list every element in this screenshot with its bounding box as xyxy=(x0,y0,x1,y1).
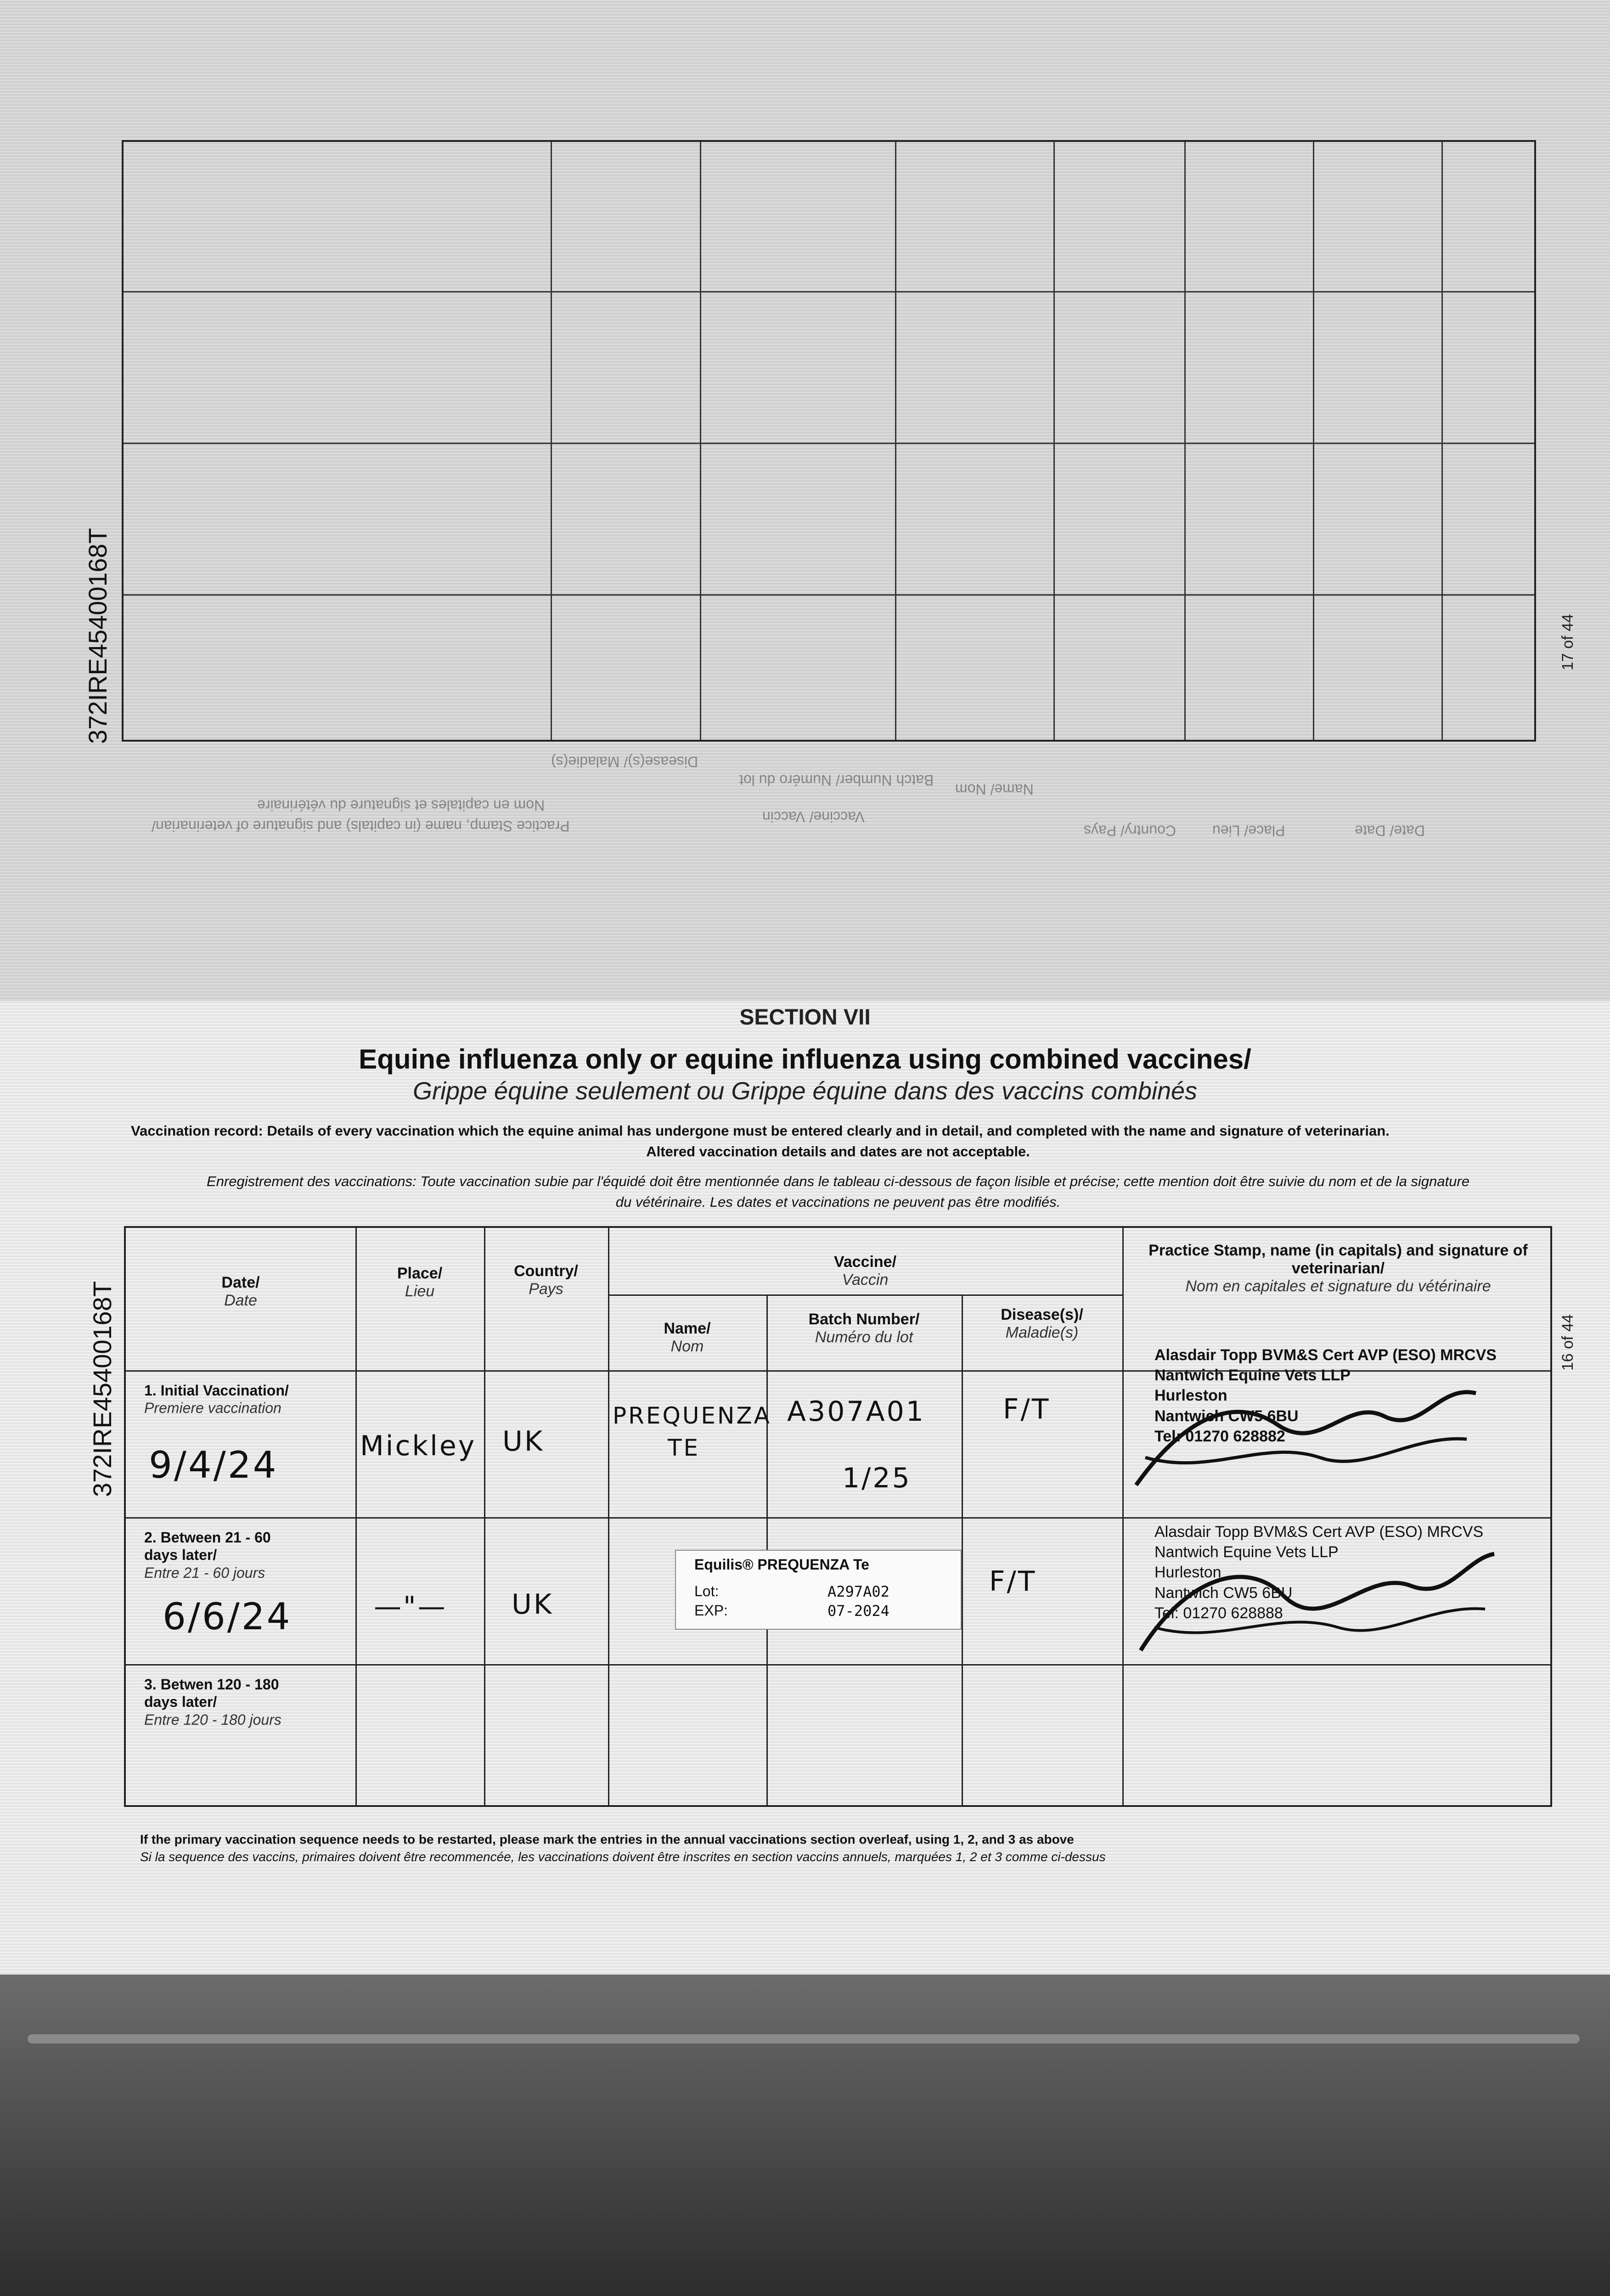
row2-practice-stamp: Alasdair Topp BVM&S Cert AVP (ESO) MRCVS Nantwich Equine Vets LLP Hurleston Nantwich CW5 6BU Tel: 01270 628888 xyxy=(1154,1523,1484,1622)
mirrored-practice-header: Practice Stamp, name (in capitals) and signature of veterinarian/ xyxy=(152,818,570,834)
row1-country: UK xyxy=(502,1425,545,1458)
row1-place: Mickley xyxy=(360,1430,477,1462)
vaccine-batch-sticker xyxy=(675,1550,962,1630)
background-shadow xyxy=(0,1975,1610,2296)
mirrored-name-header: Name/ Nom xyxy=(955,781,1034,798)
mirrored-country-header: Country/ Pays xyxy=(1084,822,1176,839)
row1-vaccine-name: PREQUENZA xyxy=(613,1402,771,1429)
header-place: Place/ Lieu xyxy=(397,1265,443,1300)
row1-batch-exp: 1/25 xyxy=(842,1462,912,1494)
row1-vaccine-name-2: TE xyxy=(668,1435,700,1461)
side-code-bottom: 372IRE45400168T xyxy=(88,1281,117,1497)
sticker-lot-value: A297A02 xyxy=(828,1583,889,1600)
mirrored-practice-header-fr: Nom en capitales et signature du vétérinaire xyxy=(257,797,545,814)
instruction-en-2: Altered vaccination details and dates are not acceptable. xyxy=(646,1143,1030,1159)
row-label-third: 3. Betwen 120 - 180 days later/ Entre 120 - 180 jours xyxy=(144,1676,281,1728)
mirrored-vaccine-header: Vaccine/ Vaccin xyxy=(762,809,865,825)
page-number-bottom: 16 of 44 xyxy=(1559,1314,1576,1371)
sticker-exp-label: EXP: xyxy=(694,1602,728,1619)
sticker-brand: Equilis® PREQUENZA Te xyxy=(694,1556,869,1573)
page-edge xyxy=(28,2034,1580,2043)
section-subtitle: Grippe équine seulement ou Grippe équine dans des vaccins combinés xyxy=(412,1077,1198,1105)
instruction-fr-2: du vétérinaire. Les dates et vaccinations ne peuvent pas être modifiés. xyxy=(615,1194,1061,1210)
top-empty-grid xyxy=(122,140,1536,742)
top-page xyxy=(0,0,1610,1010)
side-code-top: 372IRE45400168T xyxy=(83,528,112,744)
header-date: Date/ Date xyxy=(221,1274,260,1310)
row1-date: 9/4/24 xyxy=(149,1444,278,1486)
header-vaccine: Vaccine/ Vaccin xyxy=(833,1253,897,1289)
mirrored-date-header: Date/ Date xyxy=(1355,822,1425,839)
instruction-fr: Enregistrement des vaccinations: Toute vaccination subie par l'équidé doit être mentionnée dans le tableau ci-dessous de façon lisible et précise; cette mention doit être suivie du nom et de la signature xyxy=(207,1173,1469,1189)
footer-note-en: If the primary vaccination sequence needs to be restarted, please mark the entries in the annual vaccinations section overleaf, using 1, 2, and 3 as above xyxy=(140,1832,1074,1846)
mirrored-disease-header: Disease(s)/ Maladie(s) xyxy=(551,754,698,770)
header-disease: Disease(s)/ Maladie(s) xyxy=(1001,1306,1083,1342)
row2-place-ditto: —"— xyxy=(374,1591,447,1623)
vaccination-table xyxy=(124,1226,1552,1807)
row2-date: 6/6/24 xyxy=(163,1595,292,1638)
sticker-lot-label: Lot: xyxy=(694,1583,719,1599)
footer-note-fr: Si la sequence des vaccins, primaires doivent être recommencée, les vaccinations doivent être inscrites en section vaccins annuels, marquées 1, 2 et 3 comme ci-dessus xyxy=(140,1850,1106,1864)
mirrored-place-header: Place/ Lieu xyxy=(1212,822,1285,839)
row1-practice-stamp: Alasdair Topp BVM&S Cert AVP (ESO) MRCVS Nantwich Equine Vets LLP Hurleston Nantwich CW5 6BU Tel: 01270 628882 xyxy=(1154,1346,1497,1445)
row1-signature xyxy=(1127,1366,1494,1499)
header-practice-stamp: Practice Stamp, name (in capitals) and signature of veterinarian/ Nom en capitales et signature du vétérinaire xyxy=(1148,1242,1528,1295)
instruction-en: Vaccination record: Details of every vaccination which the equine animal has undergone must be entered clearly and in detail, and completed with the name and signature of veterinarian. xyxy=(131,1123,1390,1139)
row1-disease: F/T xyxy=(1003,1393,1051,1425)
header-batch-number: Batch Number/ Numéro du lot xyxy=(808,1311,920,1346)
header-vaccine-name: Name/ Nom xyxy=(664,1320,711,1356)
row2-disease: F/T xyxy=(989,1565,1037,1598)
row1-batch: A307A01 xyxy=(787,1396,925,1428)
row2-signature xyxy=(1127,1540,1503,1664)
row-label-second: 2. Between 21 - 60 days later/ Entre 21 - 60 jours xyxy=(144,1529,271,1581)
sticker-exp-value: 07-2024 xyxy=(828,1602,889,1620)
header-country: Country/ Pays xyxy=(514,1262,578,1298)
section-number: SECTION VII xyxy=(739,1005,871,1030)
row2-country: UK xyxy=(512,1588,554,1621)
row-label-initial: 1. Initial Vaccination/ Premiere vaccination xyxy=(144,1382,289,1417)
page-number-top: 17 of 44 xyxy=(1559,614,1576,670)
mirrored-batch-header: Batch Number/ Numéro du lot xyxy=(739,772,934,788)
section-title: Equine influenza only or equine influenza using combined vaccines/ xyxy=(359,1044,1251,1075)
